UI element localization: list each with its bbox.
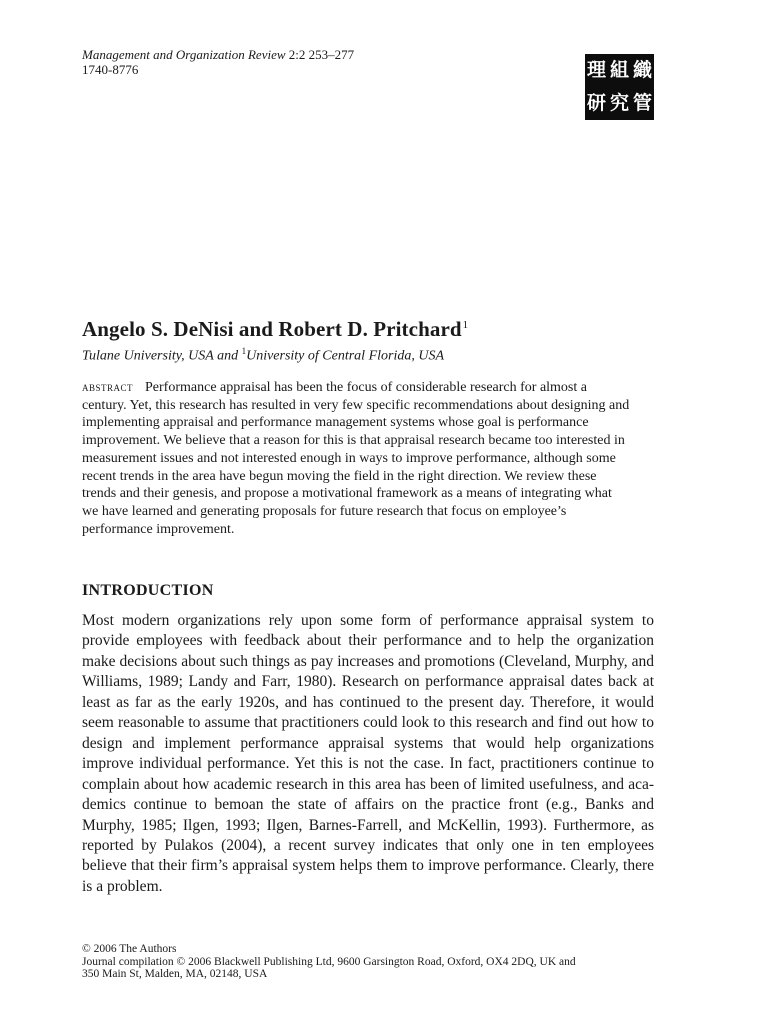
logo-char: 織 bbox=[632, 59, 652, 81]
compilation-line-2: 350 Main St, Malden, MA, 02148, USA bbox=[82, 968, 268, 980]
logo-char: 究 bbox=[609, 92, 629, 114]
author-names bbox=[82, 317, 468, 342]
abstract-text: Performance appraisal has been the focus of considerable research for almost a century. Yet, this research has resulted in very few specific recommendations about designing and implementing appraisal and performance management systems whose goal is performance improvement. We believe that a reason for this is that appraisal research became too interested in measurement issues and not interested enough in ways to improve performance, although some recent trends in the area have begun moving the field in the right direction. We review these trends and their genesis, and propose a motivational framework as a means of integrating what we have learned and generating proposals for future research that focus on employee’s performance improvement. bbox=[82, 380, 630, 537]
journal-name: Management and Organization Review bbox=[82, 47, 286, 62]
journal-citation bbox=[82, 47, 354, 77]
authors-text: Angelo S. DeNisi and Robert D. Pritchard bbox=[82, 317, 462, 341]
affiliation-1: Tulane University, USA and bbox=[82, 348, 242, 364]
compilation-line-1: Journal compilation © 2006 Blackwell Publishing Ltd, 9600 Garsington Road, Oxford, OX4 2DQ, UK and bbox=[82, 955, 576, 968]
introduction-paragraph: Most modern organizations rely upon some form of performance appraisal system to provide employees with feedback about their performance and to help the organization make decisions about such things as pay increases and promotions (Cleveland, Murphy, and Williams, 1989; Landy and Farr, 1980). Research on performance appraisal dates back at least as far as the early 1920s, and has continued to the present day. Therefore, it would seem reasonable to assume that practitioners could look to this research and find out how to design and implement performance appraisal systems that would help organizations improve individual performance. Yet this is not the case. In fact, practitioners continue to complain about how academic research in this area has been of limited usefulness, and academics continue to bemoan the state of affairs on the practice front (e.g., Banks and Murphy, 1985; Ilgen, 1993; Ilgen, Barnes-Farrell, and McKellin, 1993). Furthermore, as reported by Pulakos (2004), a recent survey indicates that only one in ten employees believe that their firm’s appraisal system helps them to improve performance. Clearly, there is a problem. bbox=[82, 612, 654, 895]
journal-seal-logo bbox=[585, 54, 654, 120]
logo-char: 管 bbox=[632, 92, 652, 114]
page-footer bbox=[82, 943, 662, 981]
abstract-label: abstract bbox=[82, 379, 134, 394]
logo-char: 理 bbox=[586, 59, 606, 81]
author-footnote-marker: 1 bbox=[462, 319, 469, 331]
journal-title-line bbox=[82, 47, 354, 62]
affiliation-marker: 1 bbox=[241, 346, 247, 356]
logo-char: 研 bbox=[586, 92, 606, 114]
journal-volume-pages: 2:2 253–277 bbox=[288, 47, 355, 62]
journal-issn: 1740-8776 bbox=[82, 62, 139, 77]
affiliation-2: University of Central Florida, USA bbox=[246, 348, 445, 364]
affiliations bbox=[82, 346, 444, 365]
section-heading-introduction: INTRODUCTION bbox=[82, 582, 214, 599]
abstract bbox=[82, 378, 630, 538]
copyright-line: © 2006 The Authors bbox=[82, 943, 177, 955]
logo-char: 組 bbox=[609, 59, 629, 81]
